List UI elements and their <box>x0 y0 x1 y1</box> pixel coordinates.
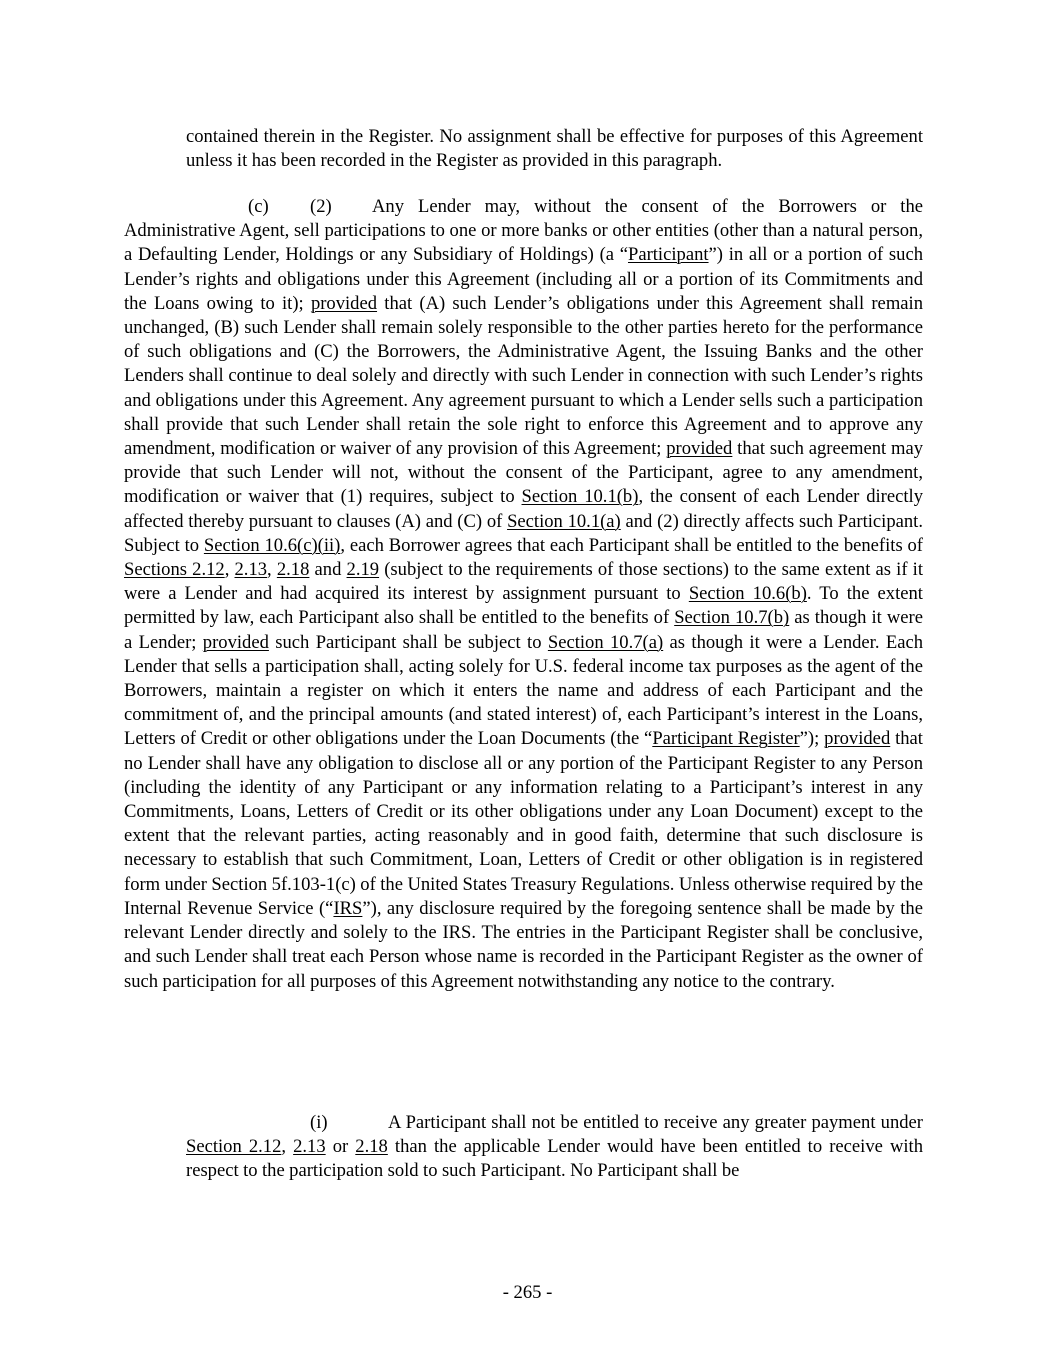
section-reference: Section 10.7(a) <box>547 631 664 653</box>
provided-term: provided <box>824 728 891 750</box>
section-reference: 2.13 <box>293 1136 326 1158</box>
clause-label-c: (c) <box>248 196 269 217</box>
section-reference: Section 10.1(b) <box>521 486 639 508</box>
paragraph-text: , <box>224 559 235 581</box>
defined-term-irs: IRS <box>333 897 363 919</box>
paragraph-continuation <box>186 125 923 173</box>
paragraph-text: than the applicable Lender would have been entitled to receive with respect to the participation sold to such Participant. No Participant shall be <box>186 1136 924 1182</box>
paragraph-text: (subject to the requirements of those sections) to the same extent as if it were a Lender and had acquired its interest by assignment pursuant to <box>124 559 923 605</box>
paragraph-text: and <box>309 559 347 581</box>
clause-label-2: (2) <box>310 196 332 217</box>
section-reference: 2.19 <box>346 559 380 581</box>
provided-term: provided <box>666 438 733 460</box>
section-reference: Section 10.6(b) <box>688 583 807 605</box>
section-reference: Section 10.7(b) <box>674 607 790 629</box>
section-reference: Sections 2.12 <box>124 559 225 581</box>
provided-term: provided <box>202 631 269 653</box>
section-reference: Section 10.1(a) <box>507 510 621 532</box>
section-reference: 2.18 <box>276 559 310 581</box>
paragraph-text: that (A) such Lender’s obligations under this Agreement shall remain unchanged, (B) such Lender shall remain solely responsible to the other parties hereto for the performance of such obligations and (C) the Borrowers, the Administrative Agent, the Issuing Banks and the other Lenders shall continue to deal solely and directly with such Lender in connection with such Lender’s rights and obligations under this Agreement. Any agreement pursuant to which a Lender sells such a participation shall provide that such Lender shall retain the sole right to enforce this Agreement and to approve any amendment, modification or waiver of any provision of this Agreement; <box>124 292 923 460</box>
paragraph-subsection-i <box>186 1111 923 1184</box>
section-reference: Section 10.6(c)(ii) <box>203 534 341 556</box>
section-reference: 2.18 <box>355 1136 388 1158</box>
paragraph-text: that no Lender shall have any obligation to disclose all or any portion of the Participant Register to any Person (including the identity of any Participant or any information relating to a Participant’s interest in any Commitments, Loans, Letters of Credit or its other obligations under any Loan Document) except to the extent that the relevant parties, acting reasonably and in good faith, determine that such disclosure is necessary to establish that such Commitment, Loan, Letters of Credit or other obligation is in registered form under Section 5f.103-1(c) of the United States Treasury Regulations. Unless otherwise required by the Internal Revenue Service (“ <box>124 728 923 919</box>
paragraph-text: ”); <box>799 728 825 750</box>
defined-term-participant-register: Participant Register <box>652 728 800 750</box>
paragraph-text: or <box>325 1136 356 1158</box>
paragraph-text: as though it were a Lender; <box>124 607 923 653</box>
paragraph-text: and (2) directly affects such Participant. Subject to <box>124 510 923 556</box>
section-reference: 2.13 <box>234 559 268 581</box>
section-reference: Section 2.12 <box>186 1136 282 1158</box>
paragraph-text: ”) in all or a portion of such Lender’s rights and obligations under this Agreement (including all or a portion of its Commitments and the Loans owing to it); <box>124 244 923 314</box>
paragraph-text: Any Lender may, without the consent of the Borrowers or the Administrative Agent, sell participations to one or more banks or other entities (other than a natural person, a Defaulting Lender, Holdings or any Subsidiary of Holdings) (a “ <box>124 196 923 266</box>
paragraph-text: that such agreement may provide that such Lender will not, without the consent of the Participant, agree to any amendment, modification or waiver that (1) requires, subject to <box>124 438 923 508</box>
paragraph-text: ”), any disclosure required by the foregoing sentence shall be made by the relevant Lender directly and solely to the IRS. The entries in the Participant Register shall be conclusive, and such Lender shall treat each Person whose name is recorded in the Participant Register as the owner of such participation for all purposes of this Agreement notwithstanding any notice to the contrary. <box>124 897 923 992</box>
defined-term-participant: Participant <box>627 244 709 266</box>
paragraph-section-c-2 <box>124 195 923 994</box>
paragraph-text: as though it were a Lender. Each Lender that sells a participation shall, acting solely for U.S. federal income tax purposes as the agent of the Borrowers, maintain a register on which it enters the name and address of each Participant and the commitment of, and the principal amounts (and stated interest) of, each Participant’s interest in the Loans, Letters of Credit or other obligations under the Loan Documents (the “ <box>124 631 923 750</box>
provided-term: provided <box>310 292 378 314</box>
paragraph-text: , the consent of each Lender directly affected thereby pursuant to clauses (A) and (C) of <box>124 486 923 532</box>
paragraph-text: . To the extent permitted by law, each Participant also shall be entitled to the benefits of <box>124 583 923 629</box>
paragraph-text: , <box>267 559 277 581</box>
page-number: - 265 - <box>502 1282 553 1303</box>
paragraph-text: contained therein in the Register. No assignment shall be effective for purposes of this Agreement unless it has been recorded in the Register as provided in this paragraph. <box>186 126 923 172</box>
clause-label-i: (i) <box>310 1112 328 1133</box>
paragraph-text: such Participant shall be subject to <box>268 631 548 653</box>
paragraph-text: , each Borrower agrees that each Participant shall be entitled to the benefits of <box>340 534 923 556</box>
paragraph-text: , <box>281 1136 294 1158</box>
paragraph-text: A Participant shall not be entitled to receive any greater payment under <box>388 1112 923 1133</box>
